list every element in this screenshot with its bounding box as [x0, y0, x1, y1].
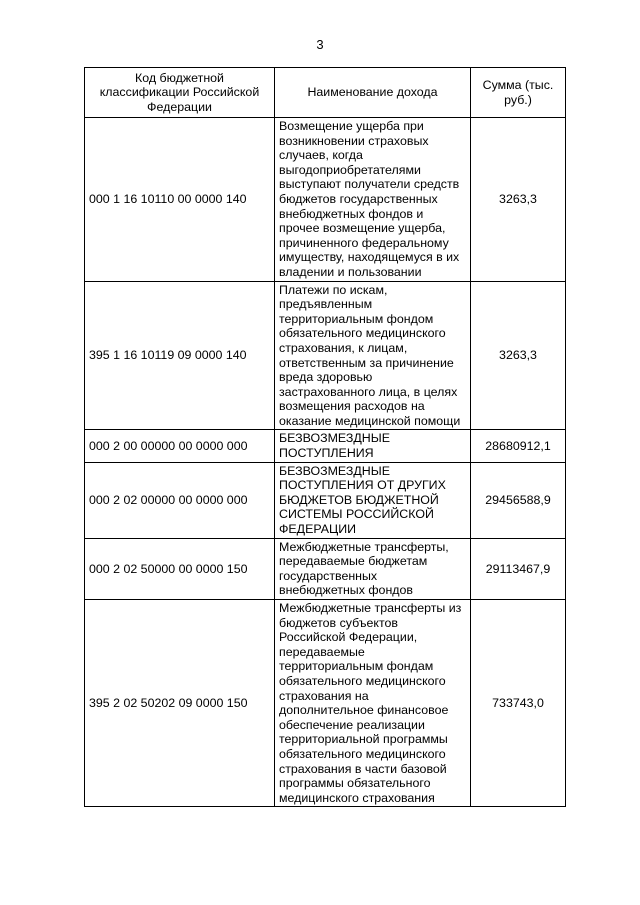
row-sum: 3263,3 — [471, 281, 566, 430]
page-number: 3 — [316, 37, 324, 52]
row-name: Межбюджетные трансферты из бюджетов субъектов Российской Федерации, передаваемые территориальным фондам обязательного медицинского страхования на дополнительное финансовое обеспечение реализации территориальной программы обязательного медицинского страхования в части базовой программы обязательного медицинского страхования — [275, 600, 471, 807]
table-row — [85, 600, 566, 807]
header-budget-code: Код бюджетной классификации Российской Федерации — [85, 68, 275, 118]
row-sum: 28680912,1 — [471, 430, 566, 462]
row-code: 395 1 16 10119 09 0000 140 — [85, 281, 275, 430]
table-row — [85, 462, 566, 538]
table-row — [85, 281, 566, 430]
header-sum: Сумма (тыс. руб.) — [471, 68, 566, 118]
row-sum: 733743,0 — [471, 600, 566, 807]
row-code: 395 2 02 50202 09 0000 150 — [85, 600, 275, 807]
row-code: 000 1 16 10110 00 0000 140 — [85, 118, 275, 282]
row-name: БЕЗВОЗМЕЗДНЫЕ ПОСТУПЛЕНИЯ — [275, 430, 471, 462]
row-sum: 29113467,9 — [471, 538, 566, 599]
row-name: БЕЗВОЗМЕЗДНЫЕ ПОСТУПЛЕНИЯ ОТ ДРУГИХ БЮДЖЕТОВ БЮДЖЕТНОЙ СИСТЕМЫ РОССИЙСКОЙ ФЕДЕРАЦИИ — [275, 462, 471, 538]
row-code: 000 2 02 00000 00 0000 000 — [85, 462, 275, 538]
row-sum: 3263,3 — [471, 118, 566, 282]
revenue-table — [84, 67, 566, 807]
row-code: 000 2 00 00000 00 0000 000 — [85, 430, 275, 462]
row-code: 000 2 02 50000 00 0000 150 — [85, 538, 275, 599]
header-revenue-name: Наименование дохода — [275, 68, 471, 118]
table-row — [85, 118, 566, 282]
table-header-row — [85, 68, 566, 118]
row-name: Возмещение ущерба при возникновении страховых случаев, когда выгодоприобретателями выступают получатели средств бюджетов государственных внебюджетных фондов и прочее возмещение ущерба, причиненного федеральному имуществу, находящемуся в их владении и пользовании — [275, 118, 471, 282]
table-row — [85, 538, 566, 599]
table-row — [85, 430, 566, 462]
row-name: Межбюджетные трансферты, передаваемые бюджетам государственных внебюджетных фондов — [275, 538, 471, 599]
row-name: Платежи по искам, предъявленным территориальным фондом обязательного медицинского страхования, к лицам, ответственным за причинение вреда здоровью застрахованного лица, в целях возмещения расходов на оказание медицинской помощи — [275, 281, 471, 430]
row-sum: 29456588,9 — [471, 462, 566, 538]
